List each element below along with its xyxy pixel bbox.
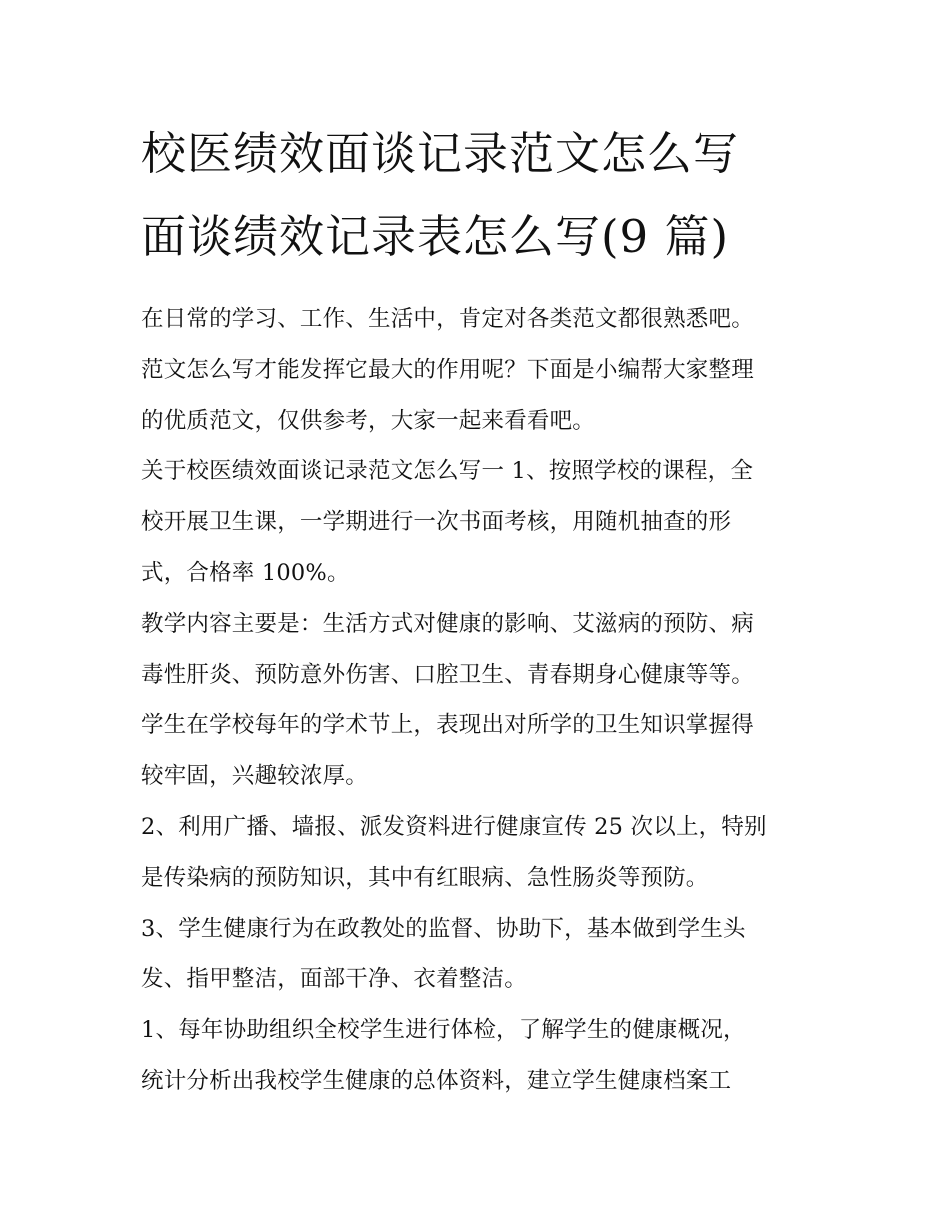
paragraph-item-1-checkup bbox=[141, 1005, 820, 1107]
paragraph-intro bbox=[141, 294, 820, 446]
text-line: 3、学生健康行为在政教处的监督、协助下，基本做到学生头 bbox=[141, 915, 746, 942]
text-line: 关于校医绩效面谈记录范文怎么写一 1、按照学校的课程，全 bbox=[141, 458, 754, 485]
title-line-1: 校医绩效面谈记录范文怎么写 bbox=[141, 127, 740, 180]
text-line: 式，合格率 100%。 bbox=[141, 559, 350, 586]
text-line: 1、每年协助组织全校学生进行体检，了解学生的健康概况， bbox=[141, 1017, 746, 1044]
text-line: 的优质范文，仅供参考，大家一起来看看吧。 bbox=[141, 407, 596, 434]
text-line: 是传染病的预防知识，其中有红眼病、急性肠炎等预防。 bbox=[141, 864, 709, 891]
paragraph-item-3 bbox=[141, 904, 820, 1006]
document-body bbox=[141, 294, 820, 1107]
text-line: 毒性肝炎、预防意外伤害、口腔卫生、青春期身心健康等等。 bbox=[141, 661, 754, 688]
document-title bbox=[141, 112, 820, 278]
text-line: 较牢固，兴趣较浓厚。 bbox=[141, 763, 369, 790]
paragraph-item-2 bbox=[141, 802, 820, 904]
text-line: 校开展卫生课，一学期进行一次书面考核，用随机抽查的形 bbox=[141, 509, 732, 536]
text-line: 教学内容主要是：生活方式对健康的影响、艾滋病的预防、病 bbox=[141, 610, 754, 637]
text-line: 范文怎么写才能发挥它最大的作用呢？下面是小编帮大家整理 bbox=[141, 356, 754, 383]
text-line: 在日常的学习、工作、生活中，肯定对各类范文都很熟悉吧。 bbox=[141, 306, 754, 332]
text-line: 统计分析出我校学生健康的总体资料，建立学生健康档案工 bbox=[141, 1067, 732, 1094]
paragraph-section-one bbox=[141, 446, 820, 598]
text-line: 学生在学校每年的学术节上，表现出对所学的卫生知识掌握得 bbox=[141, 712, 754, 739]
text-line: 2、利用广播、墙报、派发资料进行健康宣传 25 次以上，特别 bbox=[141, 813, 767, 840]
text-line: 发、指甲整洁，面部干净、衣着整洁。 bbox=[141, 966, 527, 993]
title-line-2: 面谈绩效记录表怎么写(9 篇) bbox=[141, 210, 730, 263]
paragraph-teaching-content bbox=[141, 599, 820, 802]
